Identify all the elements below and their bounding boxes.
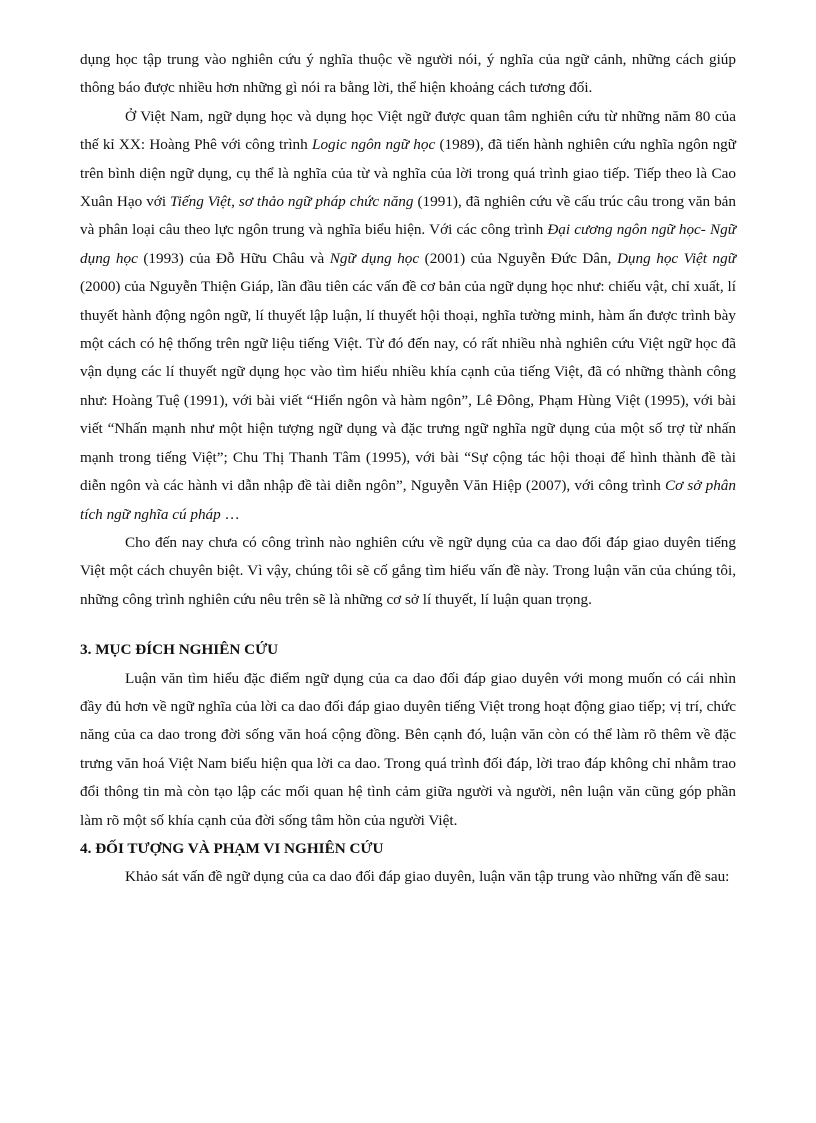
work-title: Logic ngôn ngữ học [312,136,436,154]
text-run: (2001) của Nguyễn Đức Dân, [419,249,617,267]
work-title: Dụng học Việt ngữ [616,249,736,267]
work-title: Ngữ dụng học [329,249,420,267]
text-run: (1991), đã nghiên cứu về cấu trúc câu trong văn bản và phân loại câu theo lực ngôn trung và nghĩa biểu hiện. Với các công trình [80,193,736,239]
section-heading-scope: 4. ĐỐI TƯỢNG VÀ PHẠM VI NGHIÊN CỨU [80,839,384,857]
paragraph-no-prior-work: Cho đến nay chưa có công trình nào nghiên cứu về ngữ dụng của ca dao đối đáp giao duyên tiếng Việt một cách chuyên biệt. Vì vậy, chúng tôi sẽ cố gắng tìm hiểu vấn đề này. Trong luận văn của chúng tôi, những công trình nghiên cứu nêu trên sẽ là những cơ sở lí thuyết, lí luận quan trọng. [80,533,736,608]
text-run: … [220,505,240,523]
spacer [80,614,736,636]
paragraph-vietnam-research [80,103,736,529]
work-title: Cơ sở phân tích ngữ nghĩa cú pháp [80,477,736,523]
text-run: (1993) của Đỗ Hữu Châu và [137,249,330,267]
text-run: Ở Việt Nam, ngữ dụng học và dụng học Việt ngữ được quan tâm nghiên cứu từ những năm 80 của thế kỉ XX: Hoàng Phê với công trình [80,107,736,154]
paragraph-intro-continuation: dụng học tập trung vào nghiên cứu ý nghĩa thuộc về người nói, ý nghĩa của ngữ cảnh, những cách giúp thông báo được nhiều hơn những gì nói ra bằng lời, thể hiện khoảng cách tương đối. [80,51,736,97]
paragraph-purpose: Luận văn tìm hiểu đặc điểm ngữ dụng của ca dao đối đáp giao duyên với mong muốn có cái nhìn đầy đủ hơn về ngữ nghĩa của lời ca dao đối đáp giao duyên tiếng Việt trong hoạt động giao tiếp; vị trí, chức năng của ca dao trong đời sống văn hoá cộng đồng. Bên cạnh đó, luận văn còn có thể làm rõ thêm về đặc trưng văn hoá Việt Nam biểu hiện qua lời ca dao. Trong quá trình đối đáp, lời trao đáp không chỉ nhằm trao đổi thông tin mà còn tạo lập các mối quan hệ tình cảm giữa người và người, nên luận văn cũng góp phần làm rõ một số khía cạnh của đời sống tâm hồn của người Việt. [80,669,736,829]
text-run: (1989), đã tiến hành nghiên cứu nghĩa ngôn ngữ trên bình diện ngữ dụng, cụ thể là nghĩa của từ và nghĩa của lời trong quá trình giao tiếp. Tiếp theo là Cao Xuân Hạo với [80,136,736,211]
work-title: Đại cương ngôn ngữ học- Ngữ dụng học [80,221,736,267]
paragraph-scope: Khảo sát vấn đề ngữ dụng của ca dao đối đáp giao duyên, luận văn tập trung vào những vấn đề sau: [125,868,730,886]
section-heading-purpose: 3. MỤC ĐÍCH NGHIÊN CỨU [80,641,279,659]
work-title: Tiếng Việt, sơ thảo ngữ pháp chức năng [170,193,414,211]
document-page [80,46,736,892]
text-run: (2000) của Nguyễn Thiện Giáp, lần đầu tiên các vấn đề cơ bản của ngữ dụng học như: chiếu vật, chỉ xuất, lí thuyết hành động ngôn ngữ, lí thuyết lập luận, lí thuyết hội thoại, nghĩa tường minh, hàm ẩn được trình bày một cách có hệ thống trên ngữ liệu tiếng Việt. Từ đó đến nay, có rất nhiều nhà nghiên cứu Việt ngữ học đã vận dụng các lí thuyết ngữ dụng học vào tìm hiểu nhiều khía cạnh của tiếng Việt, đã có những thành công như: Hoàng Tuệ (1991), với bài viết “Hiển ngôn và hàm ngôn”, Lê Đông, Phạm Hùng Việt (1995), với bài viết “Nhấn mạnh như một hiện tượng ngữ dụng và đặc trưng ngữ nghĩa ngữ dụng của một số trợ từ nhấn mạnh trong tiếng Việt”; Chu Thị Thanh Tâm (1995), với bài “Sự cộng tác hội thoại để hình thành đề tài diễn ngôn và các hành vi dẫn nhập đề tài diễn ngôn”, Nguyễn Văn Hiệp (2007), với công trình [80,278,736,495]
